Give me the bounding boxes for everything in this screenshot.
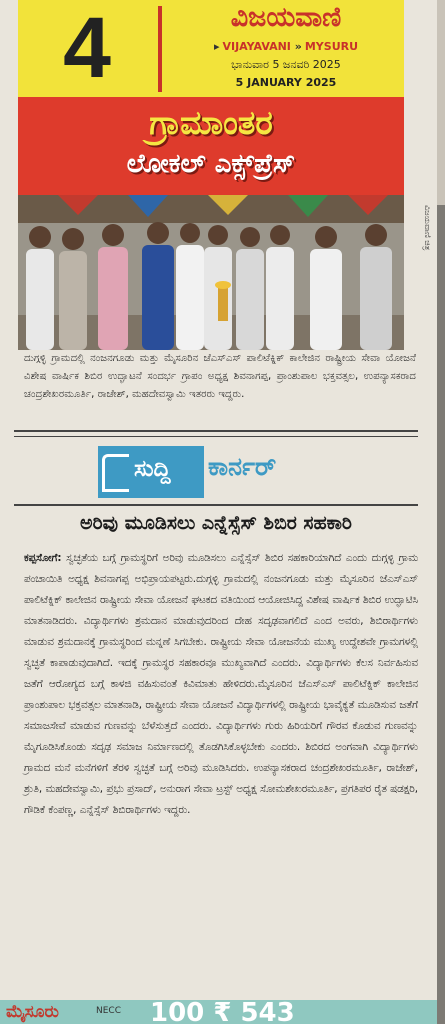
photo-illustration: [18, 195, 404, 350]
masthead-divider: [158, 6, 162, 92]
edition-left: VIJAYAVANI: [222, 40, 291, 53]
section-banner: [18, 97, 404, 195]
bullet-icon: ▸: [213, 40, 220, 53]
paper-name: ವಿಜಯವಾಣಿ: [230, 2, 342, 33]
divider-top-thin: [14, 436, 418, 437]
photo-credit: ವಿಜಯವಾಣಿ ಚಿತ್ರ: [423, 205, 432, 251]
bottom-strip-left: ಮೈಸೂರು: [6, 1002, 59, 1022]
bottom-strip: [0, 1000, 437, 1024]
column-logo: [98, 446, 204, 498]
article-text: ಸ್ವಚ್ಛತೆಯ ಬಗ್ಗೆ ಗ್ರಾಮಸ್ಥರಿಗೆ ಅರಿವು ಮೂಡಿಸಲು ಎನ್ನೆಸ್ಸೆಸ್ ಶಿಬಿರ ಸಹಕಾರಿಯಾಗಿದೆ ಎಂದು ದುಗ್ಗಳ್ಳಿ ಗ್ರಾಮ ಪಂಚಾಯಿತಿ ಅಧ್ಯಕ್ಷ ಶಿವನಾಗಪ್ಪ ಅಭಿಪ್ರಾಯಪಟ್ಟರು.ದುಗ್ಗಳ್ಳಿ ಗ್ರಾಮದಲ್ಲಿ ನಂಜನಗೂಡು ಮತ್ತು ಮೈಸೂರಿನ ಜೆಎಸ್‌ಎಸ್ ಪಾಲಿಟೆಕ್ನಿಕ್ ಕಾಲೇಜಿನ ರಾಷ್ಟ್ರೀಯ ಸೇವಾ ಯೋಜನೆ ಘಟಕದ ವತಿಯಿಂದ ಆಯೋಜಿಸಿದ್ದ ವಿಶೇಷ ವಾರ್ಷಿಕ ಶಿಬಿರ ಉದ್ಘಾಟಿಸಿ ಮಾತನಾಡಿದರು. ವಿದ್ಯಾರ್ಥಿಗಳು ಶ್ರಮದಾನ ಮಾಡುವುದರಿಂದ ದೇಹ ಸದೃಢವಾಗಲಿದೆ ಎಂದ ಅವರು, ಶಿಬಿರಾರ್ಥಿಗಳು ಮಾಡುವ ಶ್ರಮದಾನಕ್ಕೆ ಗ್ರಾಮಸ್ಥರಿಂದ ಮನ್ನಣೆ ಸಿಗಬೇಕು. ರಾಷ್ಟ್ರೀಯ ಸೇವಾ ಯೋಜನೆಯ ಮುಖ್ಯ ಉದ್ದೇಶವೇ ಗ್ರಾಮಗಳಲ್ಲಿ ಸ್ವಚ್ಛತೆ ಕಾಪಾಡುವುದಾಗಿದೆ. ಇದಕ್ಕೆ ಗ್ರಾಮಸ್ಥರ ಸಹಕಾರವೂ ಮುಖ್ಯವಾಗಿದೆ ಎಂದರು. ವಿದ್ಯಾರ್ಥಿಗಳು ಕೆಲಸ ನಿರ್ವಹಿಸುವ ಜತೆಗೆ ಆರೋಗ್ಯದ ಬಗ್ಗೆ ಕಾಳಜಿ ವಹಿಸುವಂತೆ ಕಿವಿಮಾತು ಹೇಳಿದರು.ಮೈಸೂರಿನ ಜೆಎಸ್‌ಎಸ್ ಪಾಲಿಟೆಕ್ನಿಕ್ ಕಾಲೇಜಿನ ಪ್ರಾಂಶುಪಾಲ ಭಕ್ತವತ್ಸಲ ಮಾತನಾಡಿ, ರಾಷ್ಟ್ರೀಯ ಸೇವಾ ಯೋಜನೆ ವಿದ್ಯಾರ್ಥಿಗಳಲ್ಲಿ ರಾಷ್ಟ್ರೀಯ ಭಾವೈಕ್ಯತೆ ಮೂಡಿಸುವ ಜತೆಗೆ ಸಮಾಜಸೇವೆ ಮಾಡುವ ಗುಣವನ್ನು ಬೆಳೆಸುತ್ತದೆ ಎಂದರು. ವಿದ್ಯಾರ್ಥಿಗಳು ಗುರು ಹಿರಿಯರಿಗೆ ಗೌರವ ಕೊಡುವ ಗುಣವನ್ನು ಮೈಗೂಡಿಸಿಕೊಂಡು ಸದೃಢ ಸಮಾಜ ನಿರ್ಮಾಣದಲ್ಲಿ ತೊಡಗಿಸಿಕೊಳ್ಳಬೇಕು ಎಂದರು. ಶಿಬಿರದ ಅಂಗವಾಗಿ ವಿದ್ಯಾರ್ಥಿಗಳು ಗ್ರಾಮದ ಮನೆ ಮನೆಗಳಿಗೆ ತೆರಳಿ ಸ್ವಚ್ಛತೆ ಬಗ್ಗೆ ಅರಿವು ಮೂಡಿಸಿದರು. ಉಪನ್ಯಾಸಕರಾದ ಚಂದ್ರಶೇಖರಮೂರ್ತಿ, ರಾಜೇಶ್, ಶ್ರುತಿ, ಮಹದೇವಸ್ವಾಮಿ, ಪ್ರಭು ಪ್ರಸಾದ್, ಅನುರಾಗ ಸೇವಾ ಟ್ರಸ್ಟ್ ಅಧ್ಯಕ್ಷ ಸೋಮಶೇಖರಮೂರ್ತಿ, ಪ್ರಗತಿಪರ ರೈತ ಷಡಕ್ಷರಿ, ಗೌಡಿಕೆ ಕೆಂಪಣ್ಣ, ಎನ್ನೆಸ್ಸೆಸ್ ಶಿಬಿರಾರ್ಥಿಗಳು ಇದ್ದರು.: [24, 552, 419, 816]
speech-bubble-icon: [102, 454, 129, 492]
section-subtitle: ಲೋಕಲ್ ಎಕ್ಸ್‌ಪ್ರೆಸ್: [126, 149, 296, 179]
double-chevron-icon: »: [294, 40, 302, 53]
article-headline: ಅರಿವು ಮೂಡಿಸಲು ಎನ್ನೆಸ್ಸೆಸ್ ಶಿಬಿರ ಸಹಕಾರಿ: [80, 512, 352, 534]
divider-top: [14, 430, 418, 432]
article-dateline: ಕಪ್ಪಸೋಗೆ:: [24, 552, 62, 564]
date-kannada: ಭಾನುವಾರ 5 ಜನವರಿ 2025: [231, 58, 341, 71]
edition-right: MYSURU: [304, 40, 359, 53]
date-english: 5 JANUARY 2025: [235, 76, 337, 89]
bottom-strip-right: 100 ₹ 543: [150, 1000, 295, 1024]
column-logo-left: ಸುದ್ದಿ: [134, 456, 171, 482]
section-title: ಗ್ರಾಮಾಂತರ: [149, 103, 273, 142]
page-number: 4: [63, 0, 111, 96]
news-photo: [18, 195, 404, 350]
divider-headline: [14, 504, 418, 506]
bottom-strip-mid: NECC: [96, 1006, 121, 1016]
masthead: [18, 0, 404, 97]
edition-line: [168, 40, 404, 53]
article-body: [24, 548, 418, 821]
column-logo-right: ಕಾರ್ನರ್: [208, 452, 277, 481]
photo-caption: ದುಗ್ಗಳ್ಳಿ ಗ್ರಾಮದಲ್ಲಿ ನಂಜನಗೂಡು ಮತ್ತು ಮೈಸೂರಿನ ಜೆಎಸ್‌ಎಸ್ ಪಾಲಿಟೆಕ್ನಿಕ್ ಕಾಲೇಜಿನ ರಾಷ್ಟ್ರೀಯ ಸೇವಾ ಯೋಜನೆ ವಿಶೇಷ ವಾರ್ಷಿಕ ಶಿಬಿರ ಉದ್ಘಾಟನೆ ಸಂದರ್ಭ ಗ್ರಾಪಂ ಅಧ್ಯಕ್ಷ ಶಿವನಾಗಪ್ಪ, ಪ್ರಾಂಶುಪಾಲ ಭಕ್ತವತ್ಸಲ, ಉಪನ್ಯಾಸಕರಾದ ಚಂದ್ರಶೇಖರಮೂರ್ತಿ, ರಾಜೇಶ್, ಮಹದೇವಸ್ವಾಮಿ ಇತರರು ಇದ್ದರು.: [24, 353, 416, 400]
adjacent-page-edge: [437, 0, 445, 1024]
